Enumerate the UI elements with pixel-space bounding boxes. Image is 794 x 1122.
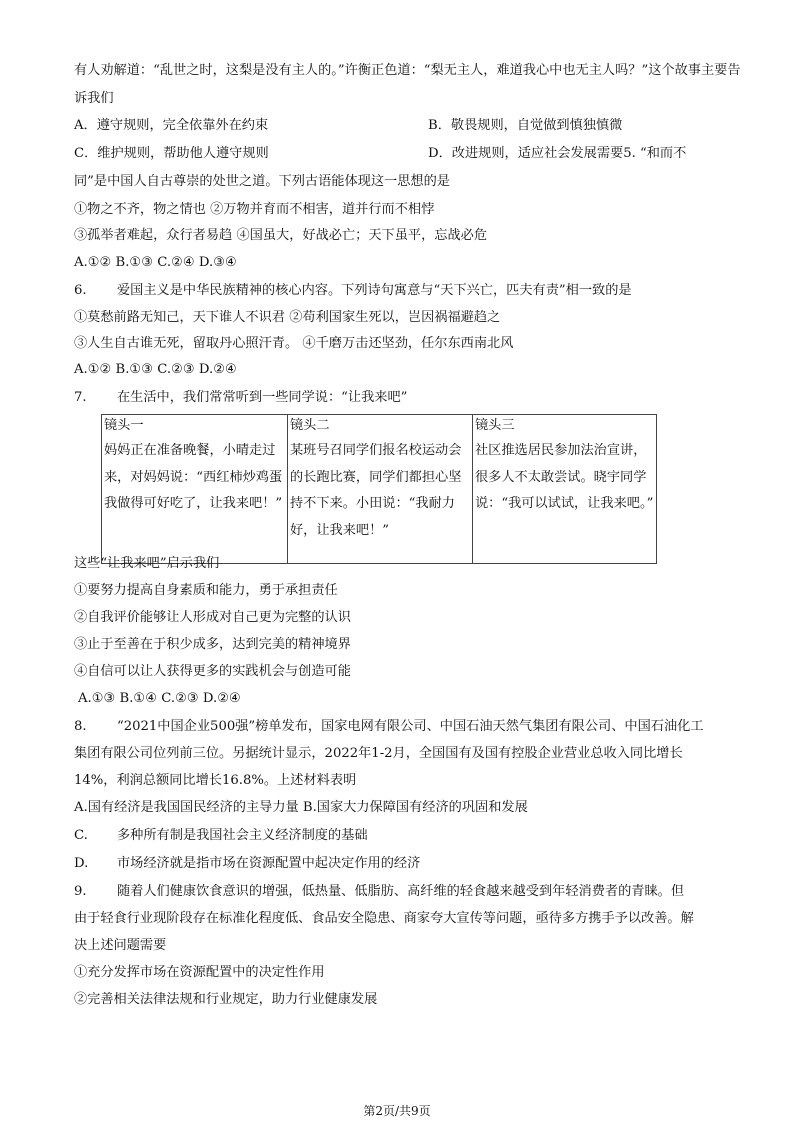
q6-options: A.①② B.①③ C.②③ D.②④	[74, 362, 237, 377]
q7-scenario-table	[101, 414, 657, 564]
q5-options: A.①② B.①③ C.②④ D.③④	[74, 255, 237, 270]
q6-statement-2: ③人生自古谁无死，留取丹心照汗青。 ④千磨万击还坚劲，任尔东西南北风	[74, 336, 514, 351]
q9-line-2: 由于轻食行业现阶段存在标准化程度低、食品安全隐患、商家夸大宣传等问题，亟待多方携手予以改善。解	[74, 911, 694, 926]
q9-number: 9.	[74, 884, 87, 899]
q8-line-1	[74, 718, 704, 736]
q4-option-d: D．改进规则，适应社会发展需要5. “和而不	[428, 146, 687, 161]
q7-options: A.①③ B.①④ C.②③ D.②④	[78, 691, 241, 706]
intro-line-1: 有人劝解道：“乱世之时，这梨是没有主人的。”许衡正色道：“梨无主人，难道我心中也无主人吗？”这个故事主要告	[74, 63, 741, 78]
q7-statement-2: ②自我评价能够让人形成对自己更为完整的认识	[74, 610, 351, 625]
q4-option-b: B．敬畏规则，自觉做到慎独慎微	[428, 118, 623, 133]
q9-line-1	[74, 883, 684, 901]
q8-line-2: 集团有限公司位列前三位。另据统计显示，2022年1-2月，全国国有及国有控股企业营业总收入同比增长	[74, 746, 683, 761]
table-cell: 妈妈正在准备晚餐，小晴走过来，对妈妈说：“西红柿炒鸡蛋我做得可好吃了，让我来吧！”	[102, 437, 288, 564]
q6-number: 6.	[74, 283, 87, 298]
q8-option-d	[74, 855, 420, 873]
q4-option-a: A．遵守规则，完全依靠外在约束	[74, 118, 269, 133]
q9-statement-2: ②完善相关法律法规和行业规定，助力行业健康发展	[74, 992, 378, 1007]
table-cell: 社区推选居民参加法治宣讲，很多人不太敢尝试。晓宇同学说：“我可以试试，让我来吧。”	[473, 437, 657, 564]
q7-followup: 这些“让我来吧”启示我们	[74, 556, 220, 571]
q8-option-d-text: 市场经济就是指市场在资源配置中起决定作用的经济	[117, 856, 421, 871]
q5-stem-line-2: 同”是中国人自古尊崇的处世之道。下列古语能体现这一思想的是	[74, 174, 450, 189]
q5-statement-1: ①物之不齐，物之情也 ②万物并育而不相害，道并行而不相悖	[74, 202, 435, 217]
q9-line-3: 决上述问题需要	[74, 938, 167, 953]
q5-statement-2: ③孤举者难起，众行者易趋 ④国虽大，好战必亡；天下虽平，忘战必危	[74, 228, 488, 243]
q9-line-1-text: 随着人们健康饮食意识的增强，低热量、低脂肪、高纤维的轻食越来越受到年轻消费者的青睐。但	[117, 884, 685, 899]
q8-line-1-text: “2021中国企业500强”榜单发布，国家电网有限公司、中国石油天然气集团有限公司、中国石油化工	[117, 719, 704, 734]
q8-option-d-label: D.	[74, 856, 89, 871]
q8-line-3: 14%，利润总额同比增长16.8%。上述材料表明	[74, 773, 357, 788]
table-header-cell: 镜头三	[473, 415, 657, 438]
table-header-cell: 镜头二	[288, 415, 473, 438]
q9-statement-1: ①充分发挥市场在资源配置中的决定性作用	[74, 965, 325, 980]
q8-option-c-text: 多种所有制是我国社会主义经济制度的基础	[117, 828, 368, 843]
q7-statement-3: ③止于至善在于积少成多，达到完美的精神境界	[74, 637, 351, 652]
q7-statement-1: ①要努力提高自身素质和能力，勇于承担责任	[74, 583, 338, 598]
q6-stem-text: 爱国主义是中华民族精神的核心内容。下列诗句寓意与“天下兴亡，匹夫有责”相一致的是	[117, 283, 632, 298]
q7-stem-text: 在生活中，我们常常听到一些同学说：“让我来吧”	[117, 390, 408, 405]
q7-number: 7.	[74, 390, 87, 405]
q4-option-c: C．维护规则，帮助他人遵守规则	[74, 146, 269, 161]
table-row	[102, 437, 657, 564]
q8-option-c-label: C.	[74, 828, 88, 843]
table-header-cell: 镜头一	[102, 415, 288, 438]
q7-stem	[74, 389, 407, 407]
q6-statement-1: ①莫愁前路无知己，天下谁人不识君 ②苟利国家生死以，岂因祸福避趋之	[74, 310, 501, 325]
table-cell: 某班号召同学们报名校运动会的长跑比赛，同学们都担心坚持不下来。小田说：“我耐力好，让我来吧！”	[288, 437, 473, 564]
q6-stem	[74, 282, 632, 300]
q8-option-c	[74, 827, 368, 845]
intro-line-2: 诉我们	[74, 91, 114, 106]
q7-statement-4: ④自信可以让人获得更多的实践机会与创造可能	[74, 664, 351, 679]
page-number-footer: 第2页/共9页	[363, 1104, 431, 1118]
table-header-row	[102, 415, 657, 438]
q8-options-ab: A.国有经济是我国国民经济的主导力量 B.国家大力保障国有经济的巩固和发展	[74, 800, 528, 815]
q8-number: 8.	[74, 719, 87, 734]
